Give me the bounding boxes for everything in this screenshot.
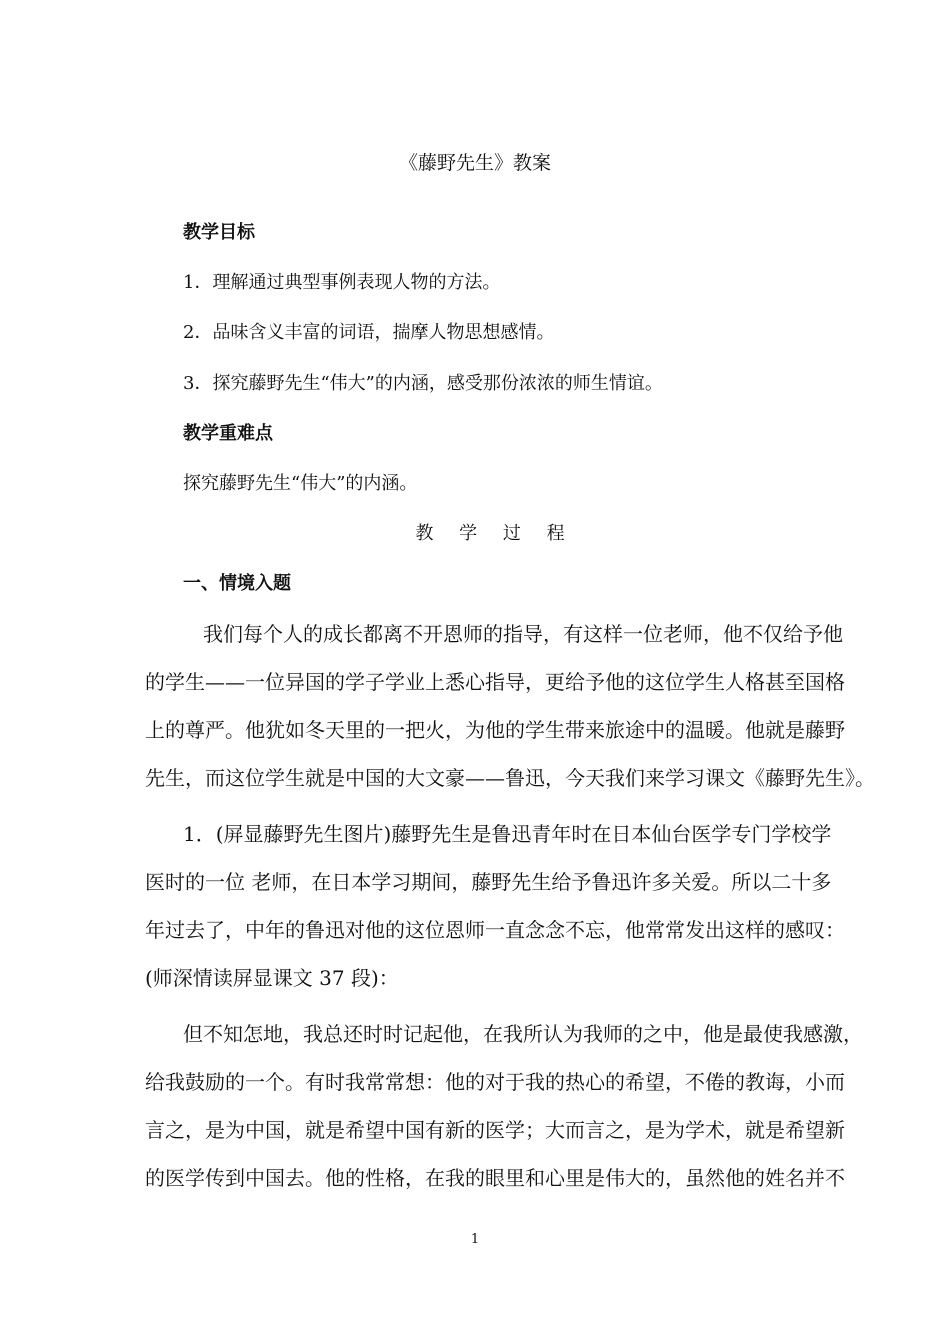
paragraph-line: 上的尊严。他犹如冬天里的一把火，为他的学生带来旅途中的温暖。他就是藤野	[145, 718, 845, 742]
key-points-text: 探究藤野先生“伟大”的内涵。	[183, 473, 418, 494]
page-number: 1	[470, 1232, 480, 1247]
paragraph-line: 我们每个人的成长都离不开恩师的指导，有这样一位老师，他不仅给予他	[203, 622, 843, 646]
paragraph-line: 的学生——一位异国的学子学业上悉心指导，更给予他的这位学生人格甚至国格	[145, 670, 845, 694]
key-points-heading: 教学重难点	[183, 423, 273, 444]
objectives-heading: 教学目标	[183, 222, 255, 243]
process-heading: 教 学 过 程	[415, 523, 575, 544]
objective-item: 1．理解通过典型事例表现人物的方法。	[183, 272, 501, 293]
quote-line: 但不知怎地，我总还时时记起他，在我所认为我师的之中，他是最使我感激，	[183, 1022, 863, 1046]
objective-item: 2．品味含义丰富的词语，揣摩人物思想感情。	[183, 322, 555, 343]
objective-item: 3．探究藤野先生“伟大”的内涵，感受那份浓浓的师生情谊。	[183, 373, 663, 394]
document-title: 《藤野先生》教案	[398, 152, 551, 174]
paragraph-line: 1．(屏显藤野先生图片)藤野先生是鲁迅青年时在日本仙台医学专门学校学	[183, 822, 832, 846]
quote-line: 的医学传到中国去。他的性格，在我的眼里和心里是伟大的，虽然他的姓名并不	[145, 1166, 845, 1190]
paragraph-line: (师深情读屏显课文 37 段)：	[145, 966, 399, 990]
quote-line: 言之，是为中国，就是希望中国有新的医学；大而言之，是为学术，就是希望新	[145, 1118, 845, 1142]
section-heading: 一、情境入题	[183, 573, 291, 594]
paragraph-line: 先生，而这位学生就是中国的大文豪——鲁迅，今天我们来学习课文《藤野先生》。	[145, 766, 875, 790]
quote-line: 给我鼓励的一个。有时我常常想：他的对于我的热心的希望，不倦的教诲，小而	[145, 1070, 845, 1094]
paragraph-line: 医时的一位 老师，在日本学习期间，藤野先生给予鲁迅许多关爱。所以二十多	[145, 870, 832, 894]
paragraph-line: 年过去了，中年的鲁迅对他的这位恩师一直念念不忘，他常常发出这样的感叹：	[145, 918, 845, 942]
